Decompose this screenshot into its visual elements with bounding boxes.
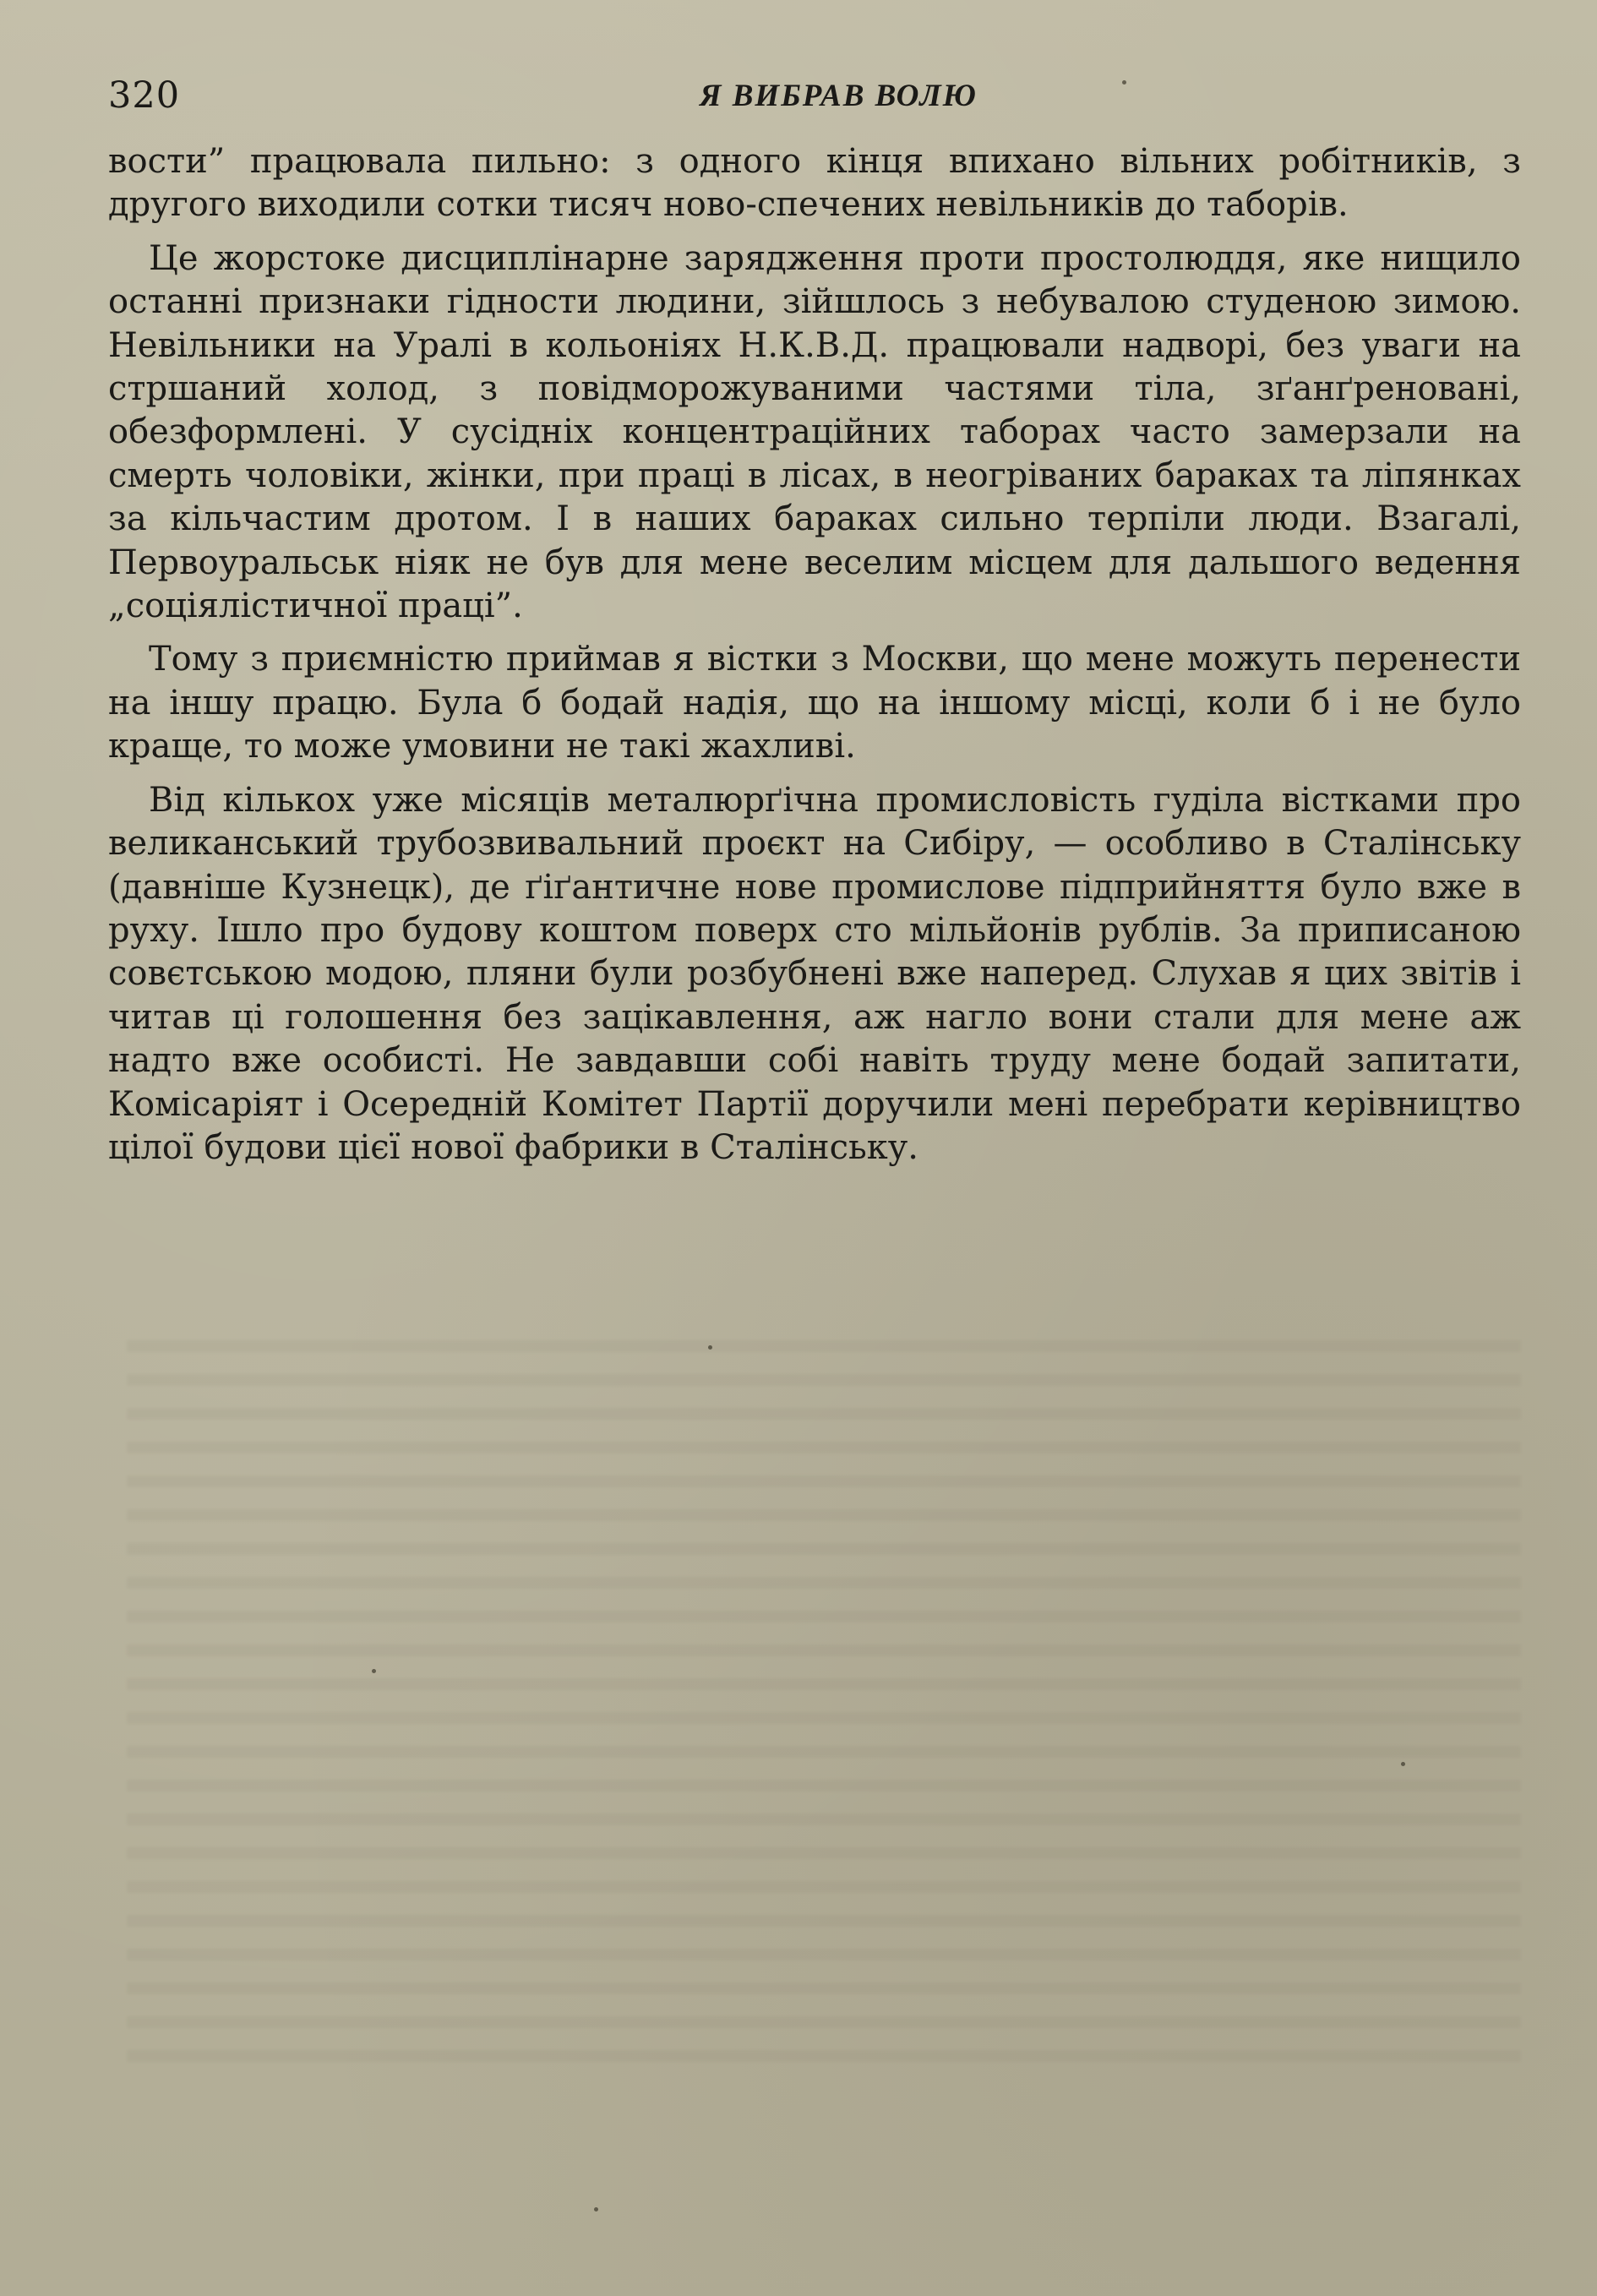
paper-speck xyxy=(594,2207,598,2211)
paragraph-continuation: вости” працювала пильно: з одного кінця впихано вільних робітників, з другого виходили сотки тисяч ново-спечених невільників до таборів. xyxy=(108,142,1521,225)
paragraph: Це жорстоке дисциплінарне зарядження проти простолюддя, яке нищило останні признаки гідности людини, зійшлось з небувалою студеною зимою. Невільники на Уралі в кольоніях Н.К.В.Д. працювали надворі, без уваги на стршаний холод, з повідморожуваними частями тіла, зґанґреновані, обезформлені. У сусідніх концентраційних таборах часто замерзали на смерть чоловіки, жінки, при праці в лісах, в неогріваних бараках та ліпянках за кільчастим дротом. І в наших бараках сильно терпіли люди. Взагалі, Первоуральськ ніяк не був для мене веселим місцем для дальшого ведення „соціялістичної праці”. xyxy=(108,238,1521,626)
paragraph: Від кількох уже місяців металюрґічна промисловість гуділа вістками про великанський трубозвивальний проєкт на Сибіру, — особливо в Сталінську (давніше Кузнецк), де ґіґантичне нове промислове підприйняття було вже в руху. Ішло про будову коштом поверх сто мільйонів рублів. За приписаною совєтською модою, пляни були розбубнені вже наперед. Слухав я цих звітів і читав ці голошення без зацікавлення, аж нагло вони стали для мене аж надто вже особисті. Не завдавши собі навіть труду мене бодай запитати, Комісаріят і Осередній Комітет Партії доручили мені перебрати керівництво цілої будови цієї нової фабрики в Сталінську. xyxy=(108,780,1521,1167)
page-header xyxy=(108,74,1521,125)
paper-speck xyxy=(1122,80,1126,85)
reverse-side-bleed-through xyxy=(127,1318,1521,2079)
paragraph: Тому з приємністю приймав я вістки з Москви, що мене можуть перенести на іншу працю. Була б бодай надія, що на іншому місці, коли б і не було краще, то може умовини не такі жахливі. xyxy=(108,640,1521,766)
body-text xyxy=(108,140,1521,1180)
paper-speck xyxy=(708,1345,712,1350)
running-title: Я ВИБРАВ ВОЛЮ xyxy=(700,79,978,113)
page-number: 320 xyxy=(108,74,181,117)
paper-speck xyxy=(372,1669,376,1673)
paper-speck xyxy=(1401,1762,1405,1766)
